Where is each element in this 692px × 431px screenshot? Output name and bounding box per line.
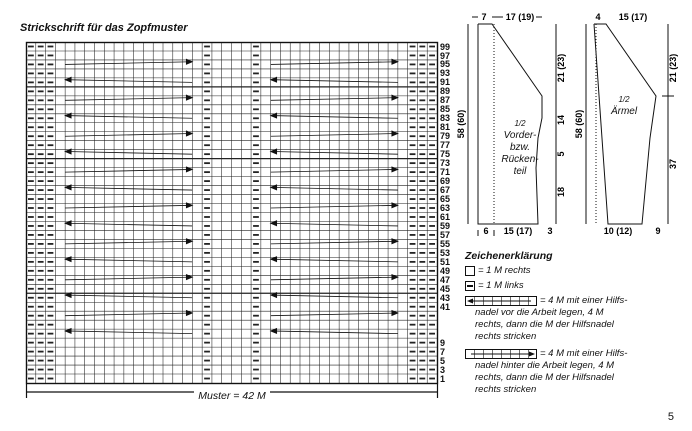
cable-left-8 xyxy=(65,205,192,208)
row-number: 45 xyxy=(440,283,451,294)
cable-right-11 xyxy=(271,259,398,262)
cable-left-14 xyxy=(65,313,192,316)
row-number: 97 xyxy=(440,50,451,61)
row-number: 51 xyxy=(440,256,451,267)
cable-right-14 xyxy=(271,313,398,316)
schematic-sleeve xyxy=(574,8,686,236)
legend-knit-left: = 1 M links xyxy=(465,280,524,292)
row-number: 87 xyxy=(440,95,451,106)
row-number: 61 xyxy=(440,212,451,222)
row-number: 99 xyxy=(440,41,451,52)
row-number: 71 xyxy=(440,167,451,178)
front-bottom-right: 3 xyxy=(547,226,553,236)
front-top-left: 7 xyxy=(481,12,487,22)
cable-right-4 xyxy=(271,134,398,137)
cable-right-1 xyxy=(271,80,398,83)
row-number: 83 xyxy=(440,113,451,124)
cable-left-3 xyxy=(65,116,192,119)
cable-left-9 xyxy=(65,223,192,226)
cable-left-1 xyxy=(65,80,192,83)
row-number: 79 xyxy=(440,131,451,142)
cable-left-2 xyxy=(65,98,192,101)
row-number: 7 xyxy=(440,346,446,357)
front-right-low: 18 xyxy=(556,186,566,198)
row-number: 41 xyxy=(440,301,451,312)
row-number: 3 xyxy=(440,364,446,375)
knitting-chart xyxy=(26,42,438,400)
sleeve-bottom-right: 9 xyxy=(655,226,661,236)
row-number: 1 xyxy=(440,373,446,384)
cable-back-symbol xyxy=(465,349,537,359)
cable-left-7 xyxy=(65,187,192,190)
cable-left-10 xyxy=(65,241,192,244)
row-number: 77 xyxy=(440,140,451,151)
row-number: 89 xyxy=(440,86,451,97)
row-number: 57 xyxy=(440,229,451,240)
sleeve-label: 1/2 Ärmel xyxy=(610,95,638,117)
row-number: 65 xyxy=(440,194,451,205)
front-bottom-left: 6 xyxy=(483,226,489,236)
front-right-mid-b: 5 xyxy=(556,151,566,157)
page-number: 5 xyxy=(667,411,674,423)
front-bottom-mid: 15 (17) xyxy=(503,226,533,236)
cable-left-4 xyxy=(65,134,192,137)
sleeve-top-right: 15 (17) xyxy=(618,12,648,22)
cable-front-symbol xyxy=(465,296,537,306)
cable-left-11 xyxy=(65,259,192,262)
front-height: 58 (60) xyxy=(456,109,466,139)
cable-left-13 xyxy=(65,295,192,298)
sleeve-right-low: 37 xyxy=(668,158,678,170)
cable-left-6 xyxy=(65,169,192,172)
sleeve-bottom-left: 10 (12) xyxy=(603,226,633,236)
repeat-label: Muster = 42 M xyxy=(194,390,269,402)
cable-left-0 xyxy=(65,62,192,65)
cable-right-2 xyxy=(271,98,398,101)
sleeve-right-upper: 21 (23) xyxy=(668,53,678,83)
cable-left-5 xyxy=(65,151,192,154)
cable-left-12 xyxy=(65,277,192,280)
knit-right-symbol xyxy=(465,266,475,276)
cable-left-15 xyxy=(65,331,192,334)
row-number: 47 xyxy=(440,274,451,285)
row-number: 55 xyxy=(440,238,451,249)
cable-right-7 xyxy=(271,187,398,190)
front-piece-label: 1/2 Vorder- bzw. Rücken- teil xyxy=(501,119,539,177)
cable-right-8 xyxy=(271,205,398,208)
row-number: 95 xyxy=(440,59,451,70)
sleeve-height: 58 (60) xyxy=(574,109,584,139)
legend-cable-back: = 4 M mit einer Hilfs- nadel hinter die Arbeit legen, 4 M rechts, dann die M der Hilfsnadel rechts stricken xyxy=(465,348,627,396)
row-number: 53 xyxy=(440,247,451,258)
legend-title: Zeichenerklärung xyxy=(465,250,553,262)
row-number: 67 xyxy=(440,185,451,196)
row-number: 59 xyxy=(440,221,451,231)
knit-left-symbol xyxy=(465,281,475,291)
cable-right-12 xyxy=(271,277,398,280)
row-number: 81 xyxy=(440,122,451,133)
row-number: 9 xyxy=(440,337,446,348)
sleeve-top-left: 4 xyxy=(595,12,601,22)
cable-right-6 xyxy=(271,169,398,172)
row-number: 63 xyxy=(440,203,451,213)
cable-right-5 xyxy=(271,151,398,154)
row-number: 73 xyxy=(440,158,451,169)
cable-right-9 xyxy=(271,223,398,226)
cable-right-10 xyxy=(271,241,398,244)
row-number: 43 xyxy=(440,292,451,303)
legend-knit-right: = 1 M rechts xyxy=(465,265,531,277)
cable-right-15 xyxy=(271,331,398,334)
row-number: 49 xyxy=(440,265,451,276)
cable-right-0 xyxy=(271,62,398,65)
chart-title: Strickschrift für das Zopfmuster xyxy=(20,22,188,34)
row-number: 69 xyxy=(440,176,451,187)
row-number: 75 xyxy=(440,149,451,160)
row-number: 5 xyxy=(440,355,446,366)
legend-cable-front: = 4 M mit einer Hilfs- nadel vor die Arbeit legen, 4 M rechts, dann die M der Hilfsnadel rechts stricken xyxy=(465,295,627,343)
front-right-mid-a: 14 xyxy=(556,114,566,126)
front-right-upper: 21 (23) xyxy=(556,53,566,83)
row-number: 91 xyxy=(440,77,451,88)
row-number: 85 xyxy=(440,104,451,115)
cable-right-3 xyxy=(271,116,398,119)
row-number: 93 xyxy=(440,68,451,79)
cable-right-13 xyxy=(271,295,398,298)
front-top-right: 17 (19) xyxy=(505,12,535,22)
